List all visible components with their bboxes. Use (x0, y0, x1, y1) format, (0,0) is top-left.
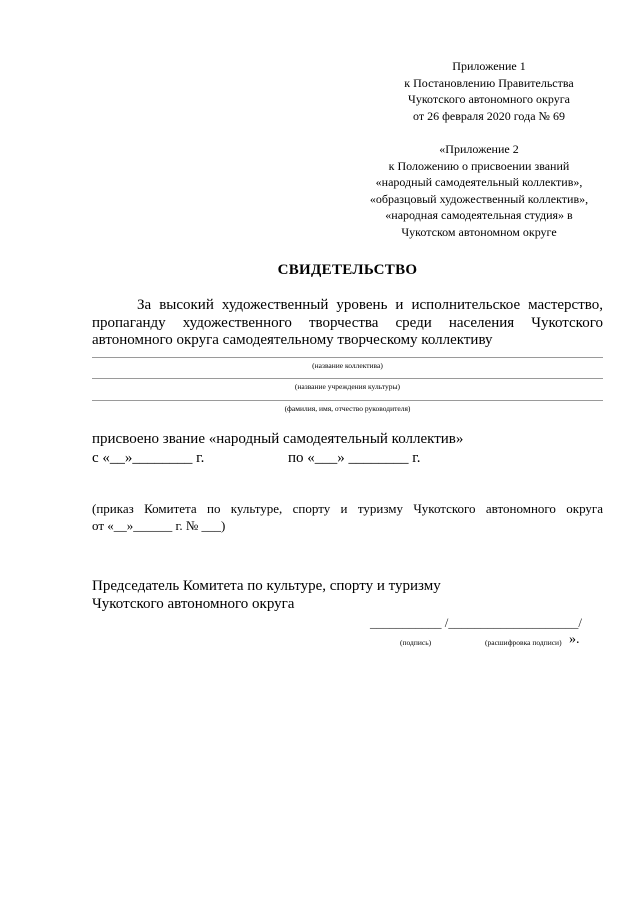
appendix-2-ref: к Положению о присвоении званий (388, 158, 570, 173)
appendix-1-title: Приложение 1 (452, 59, 526, 73)
intro-line-1: За высокий художественный уровень и исполнительское мастерство, (137, 297, 603, 313)
assignment-text: присвоено звание «народный самодеятельный коллектив» (92, 431, 464, 447)
leader-name-caption: (фамилия, имя, отчество руководителя) (284, 404, 411, 413)
institution-name-line (92, 378, 603, 379)
closing-quote: ». (569, 632, 580, 647)
chairman-block (92, 578, 441, 613)
appendix-1-region: Чукотского автономного округа (408, 92, 570, 106)
intro-paragraph (92, 297, 603, 350)
appendix-2-title: «Приложение 2 (439, 142, 519, 156)
intro-line-3: автономного округа самодеятельному творческому коллективу (92, 332, 493, 348)
appendix-2-title-b: «образцовый художественный коллектив», (369, 191, 589, 206)
institution-name-caption: (название учреждения культуры) (294, 382, 401, 391)
assignment-to-date: по «___» ________ г. (288, 450, 421, 466)
collective-name-caption: (название коллектива) (312, 361, 383, 370)
order-line-2: от «__»______ г. № ___) (92, 518, 226, 533)
appendix-2-block (348, 141, 610, 240)
chairman-title: Председатель Комитета по культуре, спорту и туризму (92, 578, 441, 594)
leader-name-line (92, 400, 603, 401)
appendix-2-region: Чукотском автономном округе (401, 224, 557, 239)
appendix-2-title-c: «народная самодеятельная студия» в (385, 208, 573, 222)
appendix-1-ref: к Постановлению Правительства (404, 75, 574, 90)
assignment-from-date: с «__»________ г. (92, 450, 205, 466)
appendix-2-title-a: «народный самодеятельный коллектив», (375, 175, 583, 189)
signature-decode-caption: (расшифровка подписи) (485, 638, 562, 647)
signature-caption: (подпись) (400, 638, 432, 647)
appendix-1-block (370, 58, 608, 124)
intro-line-2: пропаганду художественного творчества среди населения Чукотского (92, 314, 603, 331)
chairman-region: Чукотского автономного округа (92, 595, 295, 612)
order-line-1: (приказ Комитета по культуре, спорту и туризму Чукотского автономного округа (92, 501, 603, 516)
order-reference (92, 500, 603, 534)
signature-line: ___________ /____________________/ (370, 615, 582, 630)
collective-name-line (92, 357, 603, 358)
appendix-1-date: от 26 февраля 2020 года № 69 (413, 108, 565, 123)
page-title: СВИДЕТЕЛЬСТВО (277, 262, 418, 278)
